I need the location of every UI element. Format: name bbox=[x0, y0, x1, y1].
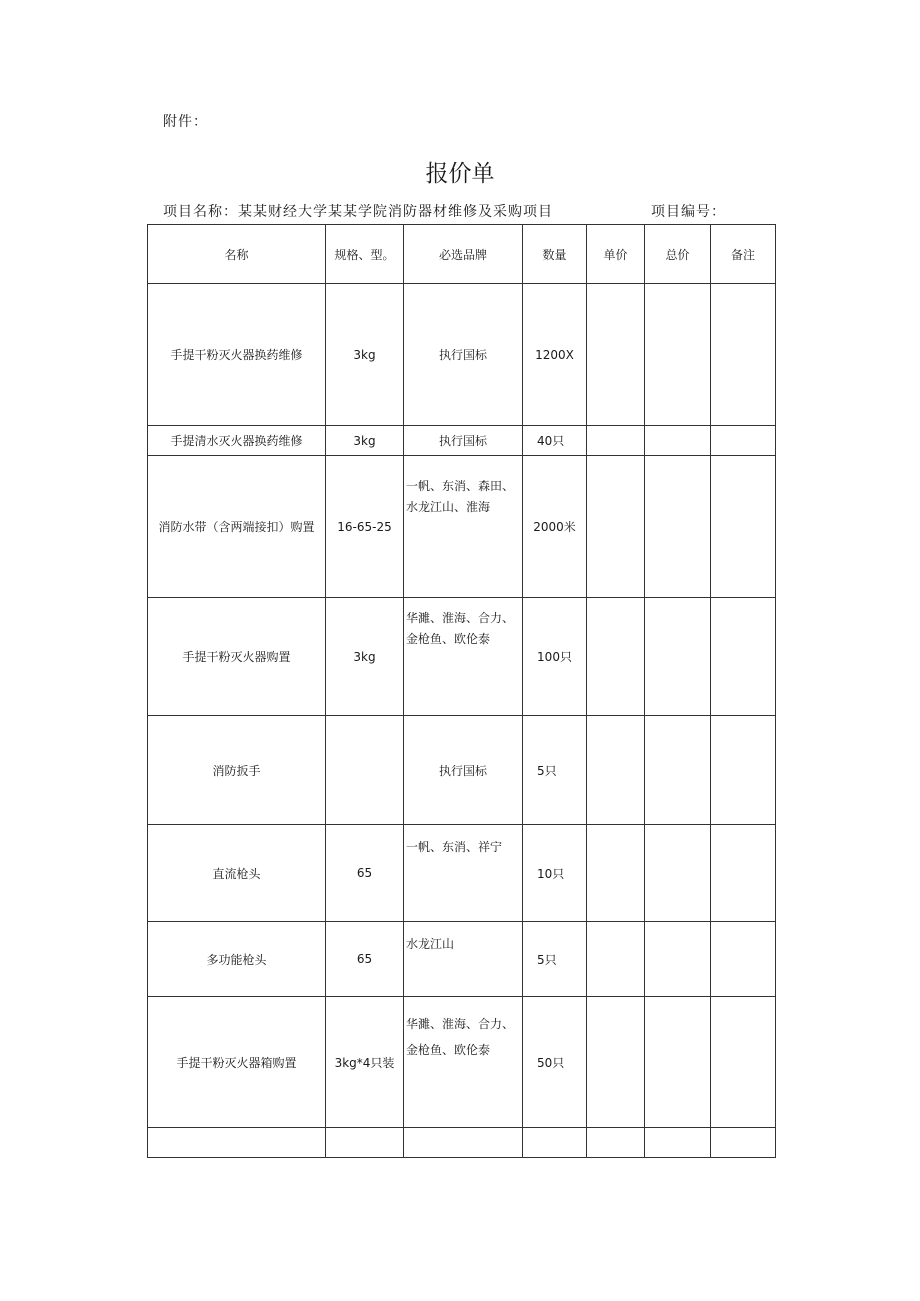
item-unit-price bbox=[587, 825, 645, 922]
item-brand: 执行国标 bbox=[404, 284, 523, 426]
item-name: 手提干粉灭火器箱购置 bbox=[148, 997, 326, 1128]
item-unit-price bbox=[587, 456, 645, 598]
item-remark bbox=[711, 284, 776, 426]
header-brand: 必选品牌 bbox=[404, 225, 523, 284]
item-unit-price bbox=[587, 716, 645, 825]
table-row bbox=[148, 284, 776, 426]
item-quantity: 40只 bbox=[523, 426, 587, 456]
item-total-price bbox=[645, 716, 711, 825]
empty-cell bbox=[148, 1128, 326, 1158]
header-remark: 备注 bbox=[711, 225, 776, 284]
item-total-price bbox=[645, 426, 711, 456]
document-title: 报价单 bbox=[425, 161, 495, 187]
table-row bbox=[148, 997, 776, 1128]
table-row bbox=[148, 922, 776, 997]
item-name: 手提干粉灭火器换药维修 bbox=[148, 284, 326, 426]
item-name: 消防扳手 bbox=[148, 716, 326, 825]
item-remark bbox=[711, 825, 776, 922]
header-total-price: 总价 bbox=[645, 225, 711, 284]
item-unit-price bbox=[587, 997, 645, 1128]
item-remark bbox=[711, 456, 776, 598]
item-spec: 16-65-25 bbox=[326, 456, 404, 598]
item-total-price bbox=[645, 997, 711, 1128]
table-row bbox=[148, 716, 776, 825]
item-name: 直流枪头 bbox=[148, 825, 326, 922]
item-spec bbox=[326, 716, 404, 825]
item-remark bbox=[711, 922, 776, 997]
empty-cell bbox=[645, 1128, 711, 1158]
item-total-price bbox=[645, 284, 711, 426]
empty-cell bbox=[404, 1128, 523, 1158]
item-name: 手提干粉灭火器购置 bbox=[148, 598, 326, 716]
table-header-row bbox=[148, 225, 776, 284]
item-quantity: 100只 bbox=[523, 598, 587, 716]
item-unit-price bbox=[587, 284, 645, 426]
item-quantity: 2000米 bbox=[523, 456, 587, 598]
item-total-price bbox=[645, 598, 711, 716]
empty-cell bbox=[711, 1128, 776, 1158]
table-row-empty bbox=[148, 1128, 776, 1158]
project-number: 项目编号： bbox=[651, 204, 726, 220]
item-name: 消防水带（含两端接扣）购置 bbox=[148, 456, 326, 598]
item-total-price bbox=[645, 922, 711, 997]
item-name: 多功能枪头 bbox=[148, 922, 326, 997]
item-spec: 3kg bbox=[326, 284, 404, 426]
item-spec: 3kg*4只装 bbox=[326, 997, 404, 1128]
header-spec: 规格、型。 bbox=[326, 225, 404, 284]
item-unit-price bbox=[587, 922, 645, 997]
empty-cell bbox=[523, 1128, 587, 1158]
item-remark bbox=[711, 716, 776, 825]
item-quantity: 5只 bbox=[523, 922, 587, 997]
item-spec: 3kg bbox=[326, 598, 404, 716]
item-brand: 华濉、淮海、合力、金枪鱼、欧伦泰 bbox=[404, 997, 523, 1128]
empty-cell bbox=[587, 1128, 645, 1158]
empty-cell bbox=[326, 1128, 404, 1158]
item-total-price bbox=[645, 456, 711, 598]
item-brand: 执行国标 bbox=[404, 426, 523, 456]
item-total-price bbox=[645, 825, 711, 922]
item-quantity: 50只 bbox=[523, 997, 587, 1128]
item-unit-price bbox=[587, 598, 645, 716]
item-remark bbox=[711, 997, 776, 1128]
project-name: 项目名称：某某财经大学某某学院消防器材维修及采购项目 bbox=[163, 204, 553, 220]
header-unit-price: 单价 bbox=[587, 225, 645, 284]
item-unit-price bbox=[587, 426, 645, 456]
item-remark bbox=[711, 426, 776, 456]
quote-table bbox=[147, 224, 776, 1158]
attachment-label: 附件： bbox=[163, 114, 208, 130]
header-quantity: 数量 bbox=[523, 225, 587, 284]
item-remark bbox=[711, 598, 776, 716]
item-spec: 65 bbox=[326, 922, 404, 997]
table-row bbox=[148, 456, 776, 598]
table-row bbox=[148, 825, 776, 922]
item-brand: 华濉、淮海、合力、金枪鱼、欧伦泰 bbox=[404, 598, 523, 716]
item-quantity: 10只 bbox=[523, 825, 587, 922]
item-brand: 一帆、东消、森田、水龙江山、淮海 bbox=[404, 456, 523, 598]
item-brand: 执行国标 bbox=[404, 716, 523, 825]
item-spec: 65 bbox=[326, 825, 404, 922]
item-brand: 一帆、东消、祥宁 bbox=[404, 825, 523, 922]
table-row bbox=[148, 598, 776, 716]
item-spec: 3kg bbox=[326, 426, 404, 456]
item-name: 手提清水灭火器换药维修 bbox=[148, 426, 326, 456]
table-row bbox=[148, 426, 776, 456]
item-quantity: 5只 bbox=[523, 716, 587, 825]
header-name: 名称 bbox=[148, 225, 326, 284]
item-brand: 水龙江山 bbox=[404, 922, 523, 997]
item-quantity: 1200X bbox=[523, 284, 587, 426]
